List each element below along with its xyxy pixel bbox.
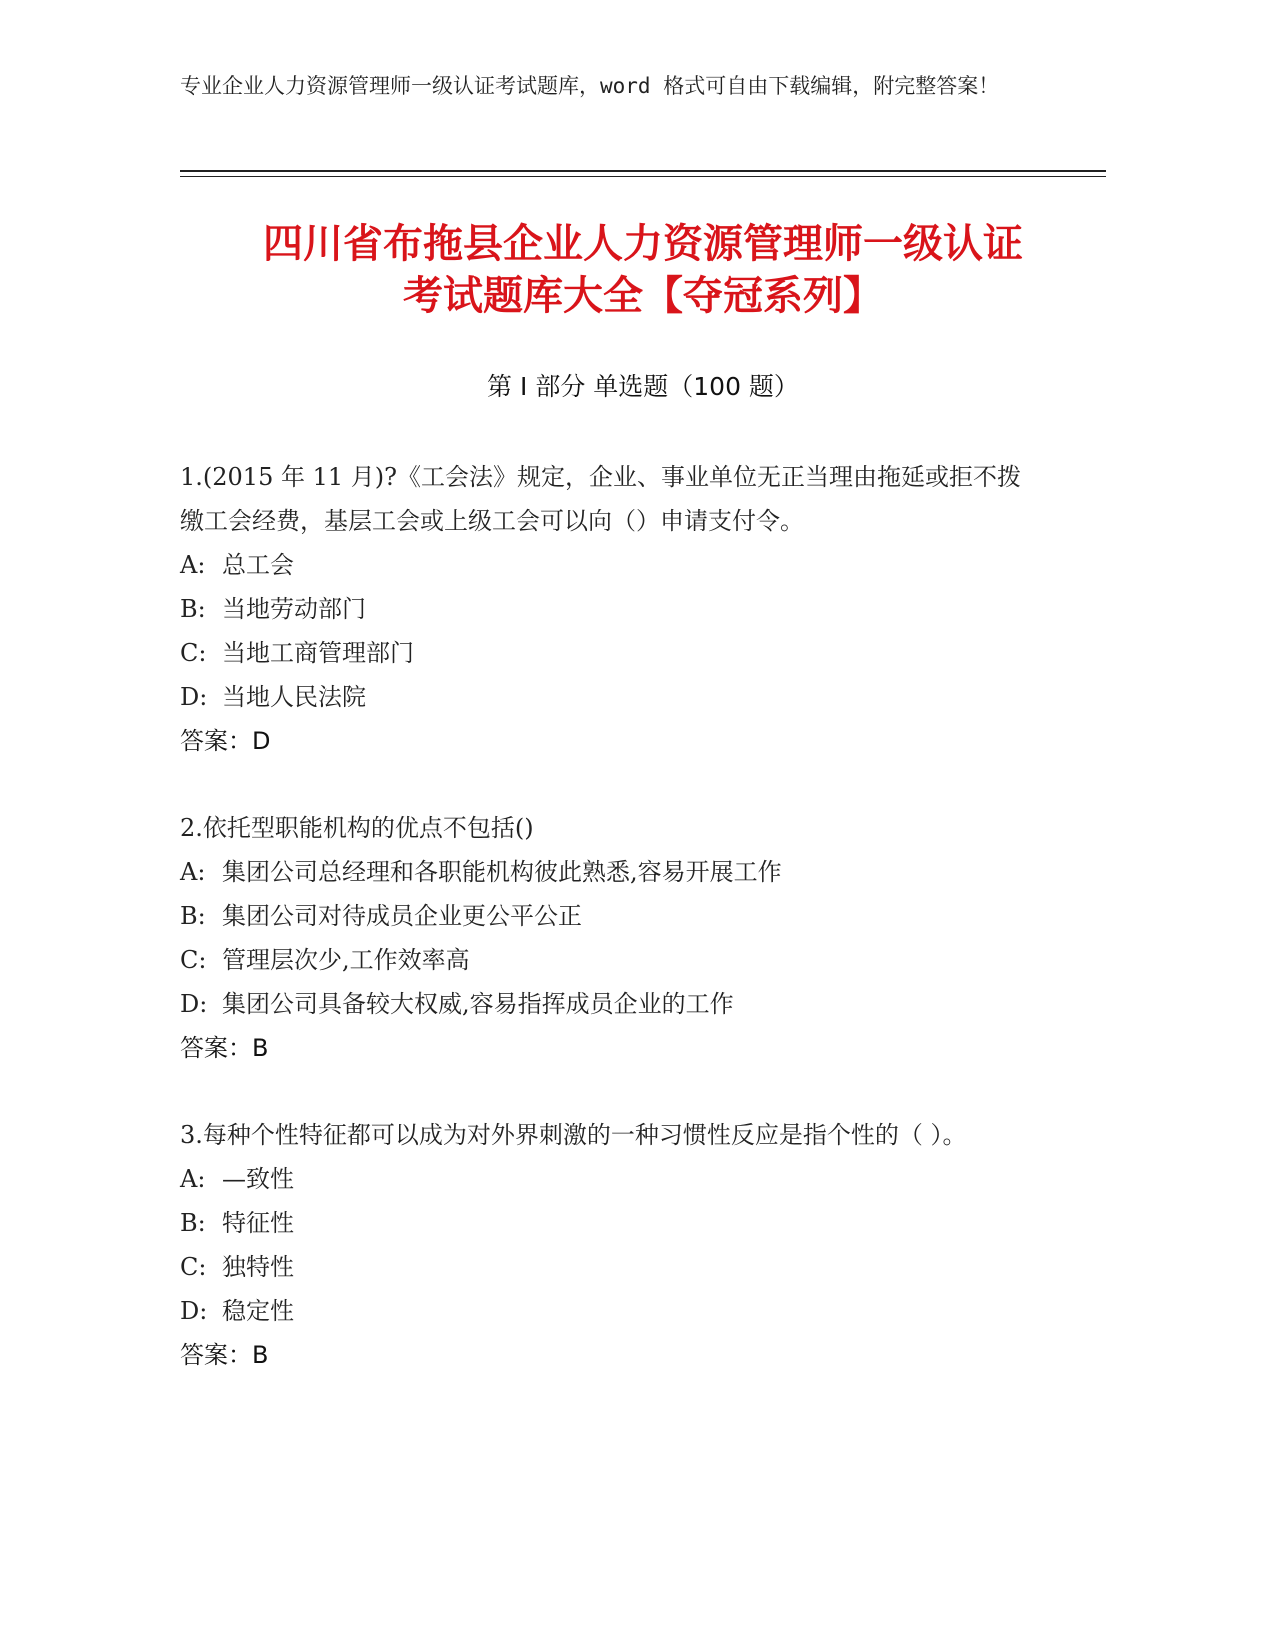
- title-line-1: 四川省布拖县企业人力资源管理师一级认证: [263, 221, 1023, 267]
- answer-line: 答案：B: [180, 1034, 269, 1062]
- option-letter: D:: [180, 1297, 208, 1325]
- option-a: [180, 543, 1040, 587]
- option-a: [180, 850, 1040, 894]
- question-text: 2.依托型职能机构的优点不包括(): [180, 814, 534, 842]
- question-1: [180, 455, 1040, 763]
- question-text: 3.每种个性特征都可以成为对外界刺激的一种习惯性反应是指个性的（ ）。: [180, 1121, 967, 1149]
- option-letter: D:: [180, 990, 208, 1018]
- option-letter: B:: [180, 1209, 206, 1237]
- question-2: [180, 806, 1040, 1070]
- option-letter: C:: [180, 1253, 207, 1281]
- option-text: 稳定性: [222, 1297, 294, 1325]
- option-d: [180, 675, 1040, 719]
- option-c: [180, 631, 1040, 675]
- option-text: 当地人民法院: [222, 683, 366, 711]
- option-text: 特征性: [222, 1209, 294, 1237]
- option-letter: C:: [180, 639, 207, 667]
- header-divider-thick: [180, 170, 1106, 172]
- option-d: [180, 982, 1040, 1026]
- option-text: 集团公司总经理和各职能机构彼此熟悉,容易开展工作: [222, 858, 782, 886]
- question-list: [180, 455, 1040, 1420]
- answer-line: 答案：D: [180, 727, 271, 755]
- header-note: 专业企业人力资源管理师一级认证考试题库，word 格式可自由下载编辑，附完整答案！: [180, 74, 1000, 98]
- option-text: 集团公司具备较大权威,容易指挥成员企业的工作: [222, 990, 734, 1018]
- option-b: [180, 1201, 1040, 1245]
- option-text: 当地劳动部门: [222, 595, 366, 623]
- option-letter: D:: [180, 683, 208, 711]
- title-line-2: 考试题库大全【夺冠系列】: [403, 273, 883, 319]
- option-text: —致性: [222, 1165, 294, 1193]
- option-text: 当地工商管理部门: [222, 639, 414, 667]
- header-divider-thin: [180, 176, 1106, 177]
- option-b: [180, 587, 1040, 631]
- section-heading: 第 I 部分 单选题（100 题）: [487, 372, 799, 401]
- option-a: [180, 1157, 1040, 1201]
- option-b: [180, 894, 1040, 938]
- option-letter: B:: [180, 902, 206, 930]
- option-letter: A:: [180, 551, 206, 579]
- option-letter: A:: [180, 858, 206, 886]
- option-text: 独特性: [222, 1253, 294, 1281]
- option-text: 总工会: [222, 551, 294, 579]
- question-text: 1.(2015 年 11 月)?《工会法》规定，企业、事业单位无正当理由拖延或拒不拨缴工会经费，基层工会或上级工会可以向（）申请支付令。: [180, 463, 1021, 535]
- question-3: [180, 1113, 1040, 1377]
- option-c: [180, 938, 1040, 982]
- option-letter: C:: [180, 946, 207, 974]
- document-title: [180, 218, 1106, 322]
- option-c: [180, 1245, 1040, 1289]
- option-text: 集团公司对待成员企业更公平公正: [222, 902, 582, 930]
- option-letter: B:: [180, 595, 206, 623]
- option-d: [180, 1289, 1040, 1333]
- option-letter: A:: [180, 1165, 206, 1193]
- answer-line: 答案：B: [180, 1341, 269, 1369]
- option-text: 管理层次少,工作效率高: [222, 946, 470, 974]
